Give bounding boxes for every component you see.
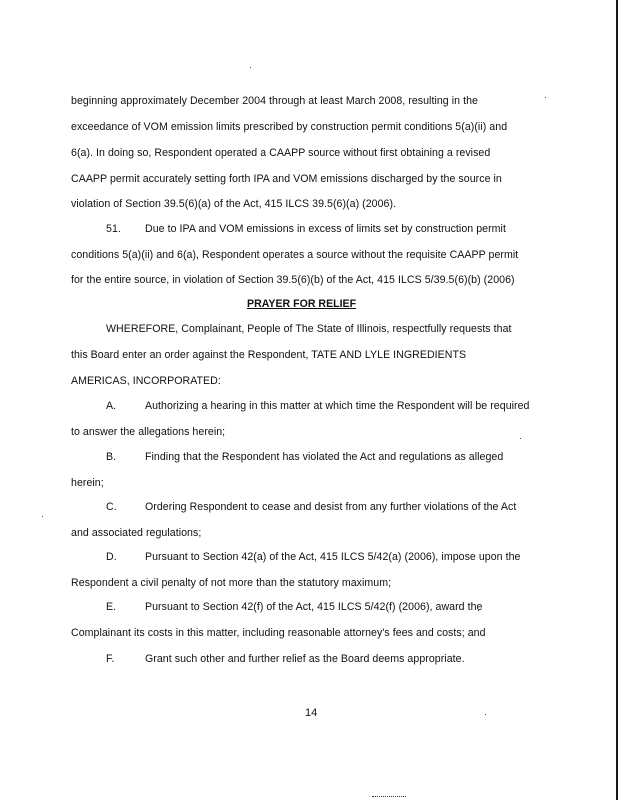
body-line: CAAPP permit accurately setting forth IPA and VOM emissions discharged by the source in (71, 173, 502, 185)
relief-item-text: Respondent a civil penalty of not more than the statutory maximum; (71, 577, 392, 589)
body-line: beginning approximately December 2004 through at least March 2008, resulting in the (71, 95, 478, 107)
relief-item-text: Ordering Respondent to cease and desist from any further violations of the Act (145, 501, 517, 513)
relief-item-text: Pursuant to Section 42(f) of the Act, 415 ILCS 5/42(f) (2006), award the (145, 601, 483, 613)
body-line: violation of Section 39.5(6)(a) of the Act, 415 ILCS 39.5(6)(a) (2006). (71, 198, 397, 210)
body-line: conditions 5(a)(ii) and 6(a), Respondent operates a source without the requisite CAAPP permit (71, 249, 519, 261)
scan-speck (520, 438, 521, 439)
relief-item-text: to answer the allegations herein; (71, 426, 226, 438)
relief-item-letter: B. (106, 451, 117, 463)
relief-item-text: herein; (71, 477, 104, 489)
body-line: for the entire source, in violation of Section 39.5(6)(b) of the Act, 415 ILCS 5/39.5(6)(b) (2006) (71, 274, 515, 286)
relief-item-text: Complainant its costs in this matter, including reasonable attorney's fees and costs; and (71, 627, 486, 639)
relief-item-letter: F. (106, 653, 115, 665)
relief-item-letter: D. (106, 551, 117, 563)
paragraph-number: 51. (106, 223, 121, 235)
relief-item-letter: C. (106, 501, 117, 513)
relief-item-text: Finding that the Respondent has violated the Act and regulations as alleged (145, 451, 504, 463)
scan-speck (42, 516, 43, 517)
section-heading: PRAYER FOR RELIEF (247, 298, 357, 310)
scan-speck (250, 67, 251, 68)
body-line: WHEREFORE, Complainant, People of The State of Illinois, respectfully requests that (106, 323, 512, 335)
relief-item-text: Grant such other and further relief as the Board deems appropriate. (145, 653, 465, 665)
relief-item-text: Authorizing a hearing in this matter at which time the Respondent will be required (145, 400, 530, 412)
body-line: AMERICAS, INCORPORATED: (71, 375, 221, 387)
page-number: 14 (305, 707, 318, 719)
relief-item-text: Pursuant to Section 42(a) of the Act, 415 ILCS 5/42(a) (2006), impose upon the (145, 551, 521, 563)
body-line: Due to IPA and VOM emissions in excess of limits set by construction permit (145, 223, 506, 235)
body-line: 6(a). In doing so, Respondent operated a CAAPP source without first obtaining a revised (71, 147, 491, 159)
scan-edge-right (616, 0, 618, 800)
scan-speck (485, 714, 486, 715)
body-line: this Board enter an order against the Respondent, TATE AND LYLE INGREDIENTS (71, 349, 467, 361)
relief-item-letter: E. (106, 601, 117, 613)
relief-item-text: and associated regulations; (71, 527, 202, 539)
body-line: exceedance of VOM emission limits prescribed by construction permit conditions 5(a)(ii) and (71, 121, 508, 133)
scan-edge-bottom (372, 796, 406, 798)
relief-item-letter: A. (106, 400, 117, 412)
scan-speck (545, 97, 546, 98)
